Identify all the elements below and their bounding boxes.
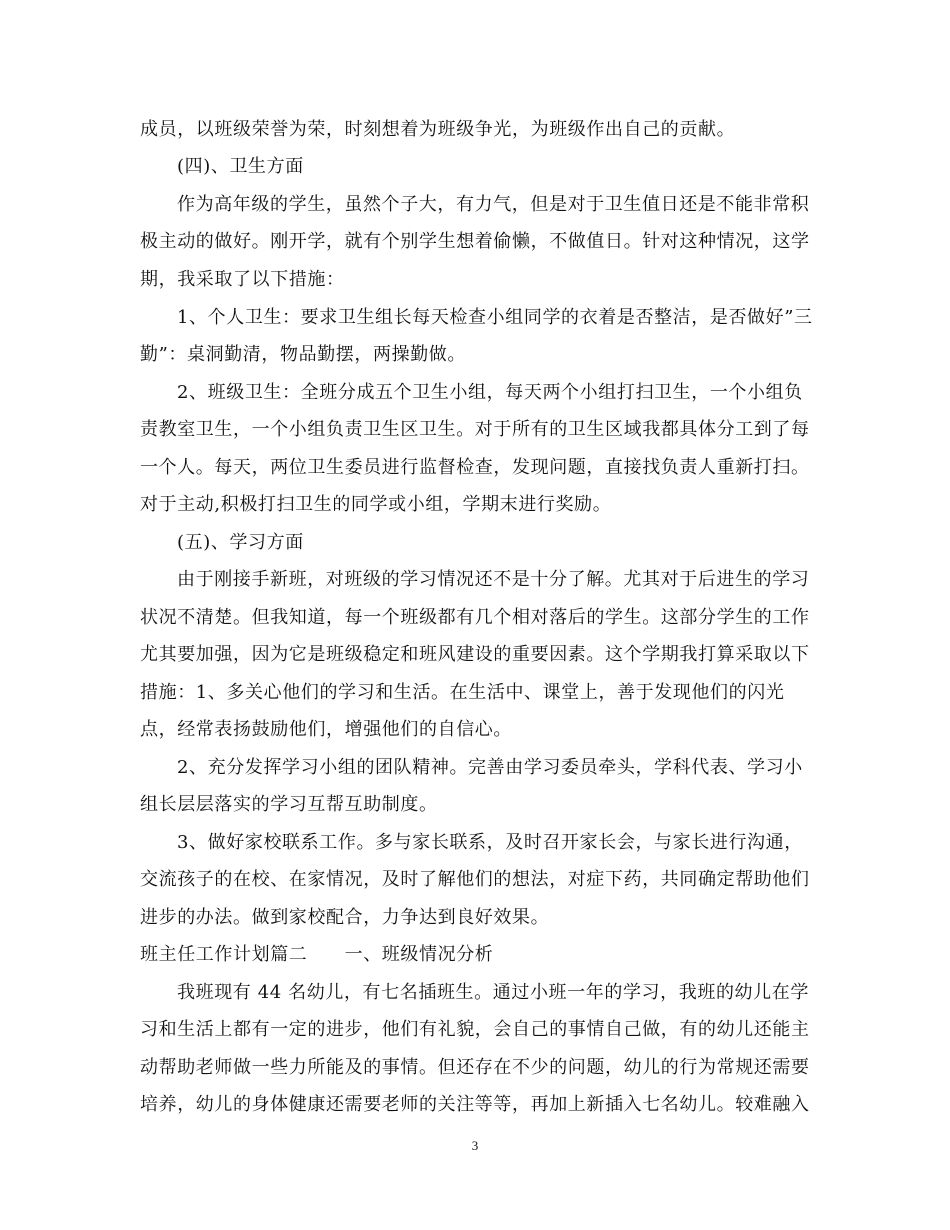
text-line: 2、充分发挥学习小组的团队精神。完善由学习委员牵头，学科代表、学习小	[177, 757, 803, 778]
text-line: 动帮助老师做一些力所能及的事情。但还存在不少的问题，幼儿的行为常规还需要	[140, 1057, 810, 1078]
text-line: 对于主动,积极打扫卫生的同学或小组，学期末进行奖励。	[140, 494, 612, 515]
text-line: 2、班级卫生：全班分成五个卫生小组，每天两个小组打扫卫生，一个小组负	[177, 382, 803, 403]
text-line: 责教室卫生，一个小组负责卫生区卫生。对于所有的卫生区域我都具体分工到了每	[140, 419, 810, 440]
text-line: 一个人。每天，两位卫生委员进行监督检查，发现问题，直接找负责人重新打扫。	[140, 457, 810, 478]
section-heading: (四)、卫生方面	[177, 156, 304, 177]
text-line: 期，我采取了以下措施：	[140, 269, 345, 290]
text-line: 点，经常表扬鼓励他们，增强他们的自信心。	[140, 719, 512, 740]
text-line: 由于刚接手新班，对班级的学习情况还不是十分了解。尤其对于后进生的学习	[177, 569, 810, 590]
text-line: 3、做好家校联系工作。多与家长联系，及时召开家长会，与家长进行沟通，	[177, 832, 803, 853]
text-line: 习和生活上都有一定的进步，他们有礼貌，会自己的事情自己做，有的幼儿还能主	[140, 1019, 810, 1040]
text-line: 尤其要加强，因为它是班级稳定和班风建设的重要因素。这个学期我打算采取以下	[140, 644, 810, 665]
section-heading: 班主任工作计划篇二 一、班级情况分析	[140, 944, 494, 965]
text-line: 我班现有 44 名幼儿，有七名插班生。通过小班一年的学习，我班的幼儿在学	[177, 982, 809, 1003]
text-line: 组长层层落实的学习互帮互助制度。	[140, 794, 438, 815]
text-line: 成员，以班级荣誉为荣，时刻想着为班级争光，为班级作出自己的贡献。	[140, 119, 736, 140]
text-line: 措施：1、多关心他们的学习和生活。在生活中、课堂上，善于发现他们的闪光	[140, 682, 785, 703]
text-line: 培养，幼儿的身体健康还需要老师的关注等等，再加上新插入七名幼儿。较难融入	[140, 1094, 810, 1115]
text-line: 进步的办法。做到家校配合，力争达到良好效果。	[140, 907, 550, 928]
text-line: 交流孩子的在校、在家情况，及时了解他们的想法，对症下药，共同确定帮助他们	[140, 869, 810, 890]
text-line: 作为高年级的学生，虽然个子大，有力气，但是对于卫生值日还是不能非常积	[177, 194, 810, 215]
section-heading: (五)、学习方面	[177, 532, 304, 553]
text-line: 1、个人卫生：要求卫生组长每天检查小组同学的衣着是否整洁，是否做好”三	[177, 307, 813, 328]
page-number: 3	[471, 1138, 479, 1153]
text-line: 状况不清楚。但我知道，每一个班级都有几个相对落后的学生。这部分学生的工作	[140, 607, 810, 628]
text-line: 极主动的做好。刚开学，就有个别学生想着偷懒，不做值日。针对这种情况，这学	[140, 231, 810, 252]
text-line: 勤”：桌洞勤清，物品勤摆，两操勤做。	[140, 344, 467, 365]
